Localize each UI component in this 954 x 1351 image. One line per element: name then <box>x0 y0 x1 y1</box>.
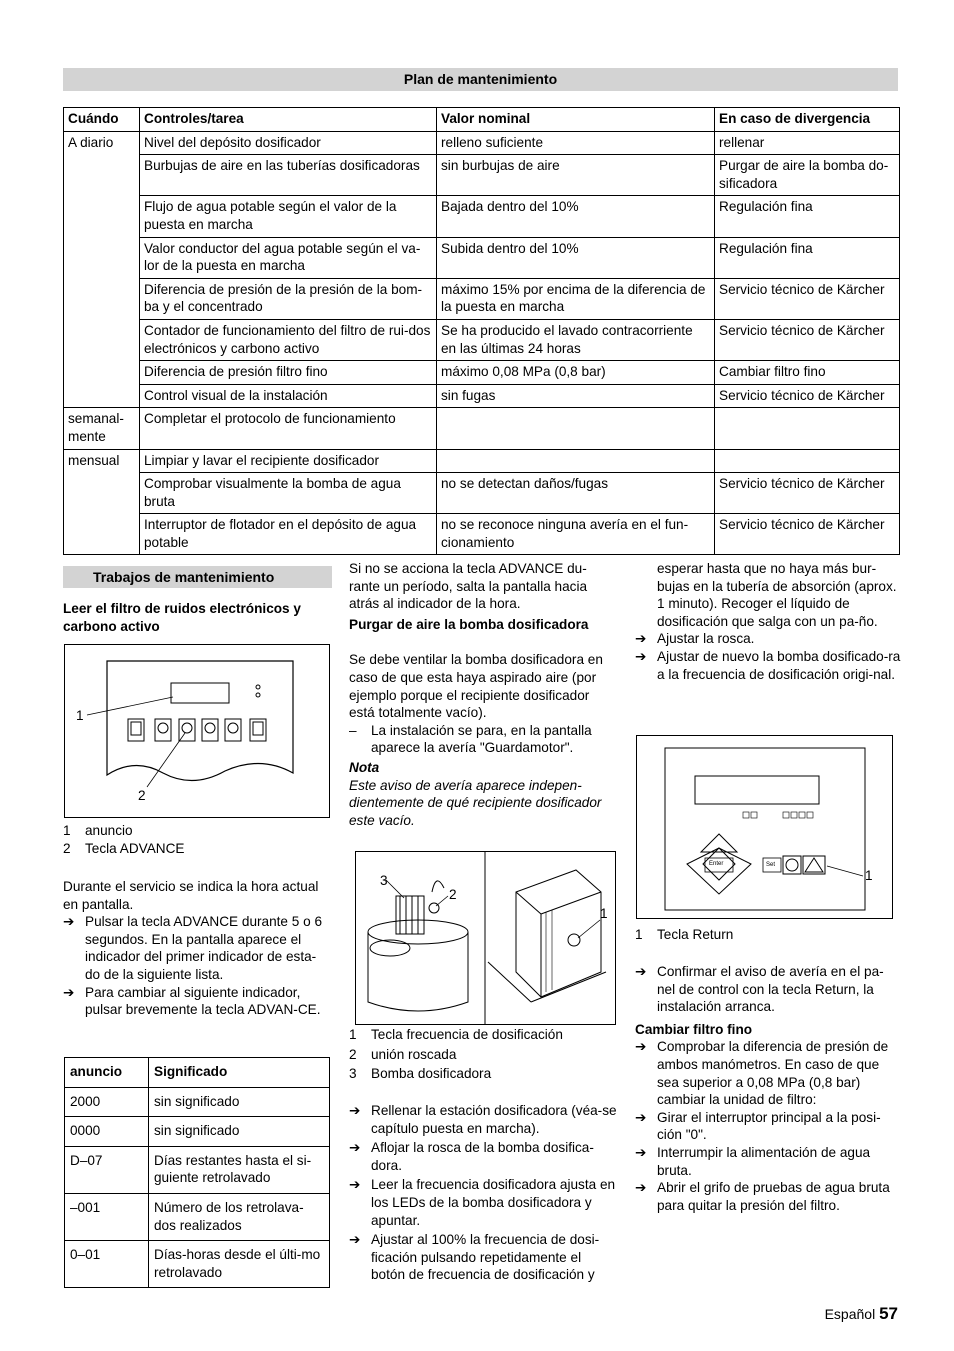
step-item: ➔ Leer la frecuencia dosificadora ajusta en los LEDs de la bomba dosificadora y apuntar. <box>349 1177 616 1228</box>
task-cell: Flujo de agua potable según el valor de la puesta en marcha <box>140 196 437 237</box>
col1-legend <box>63 822 328 857</box>
task-cell: Valor conductor del agua potable según el va-lor de la puesta en marcha <box>140 237 437 278</box>
step-item: ➔ Confirmar el aviso de avería en el pa-nel de control con la tecla Return, la instalación arranca. <box>635 964 884 1015</box>
callout-3: 3 <box>380 873 388 888</box>
task-cell: Interruptor de flotador en el depósito de agua potable <box>140 514 437 555</box>
legend-item: 2 Tecla ADVANCE <box>63 840 185 856</box>
divergence-cell: Servicio técnico de Kärcher <box>715 319 900 360</box>
display-table <box>64 1057 330 1288</box>
callout-2: 2 <box>449 887 457 902</box>
table-row: D–07 Días restantes hasta el si-guiente retrolavado <box>65 1146 330 1193</box>
arrow-right-icon: ➔ <box>635 1144 647 1160</box>
task-cell: Comprobar visualmente la bomba de agua bruta <box>140 473 437 514</box>
legend-item: 1 Tecla Return <box>635 927 734 942</box>
nominal-cell: máximo 0,08 MPa (0,8 bar) <box>437 361 715 385</box>
task-cell: Completar el protocolo de funcionamiento <box>140 408 437 449</box>
table-row <box>64 237 900 278</box>
arrow-right-icon: ➔ <box>349 1232 361 1248</box>
divergence-cell: Regulación fina <box>715 237 900 278</box>
task-cell: Contador de funcionamiento del filtro de rui-dos electrónicos y carbono activo <box>140 319 437 360</box>
divergence-cell: Servicio técnico de Kärcher <box>715 278 900 319</box>
step-item: ➔ Ajustar la rosca. <box>635 631 755 647</box>
continued-text: esperar hasta que no haya más bur-bujas en la tubería de absorción (aprox. 1 minuto). Recoger el líquido de dosificación que salga con un pa-ño. <box>657 561 897 629</box>
task-cell: Burbujas de aire en las tuberías dosificadoras <box>140 155 437 196</box>
section-title: Trabajos de mantenimiento <box>63 566 332 588</box>
divergence-cell: Servicio técnico de Kärcher <box>715 514 900 555</box>
step-item: ➔ Pulsar la tecla ADVANCE durante 5 o 6 segundos. En la pantalla aparece el indicador del primer indicador de esta-do de la siguiente lista. <box>63 914 323 982</box>
header-task: Controles/tarea <box>140 108 437 132</box>
arrow-right-icon: ➔ <box>349 1103 361 1118</box>
arrow-right-icon: ➔ <box>63 984 75 1000</box>
nominal-cell: no se reconoce ninguna avería en el fun-cionamiento <box>437 514 715 555</box>
intro-text: Si no se acciona la tecla ADVANCE du-rante un período, salta la pantalla hacia atrás al indicador de la hora. <box>349 561 588 612</box>
controller-drawing <box>65 645 329 817</box>
divergence-cell: Servicio técnico de Kärcher <box>715 473 900 514</box>
maintenance-plan-table <box>63 107 900 555</box>
header-when: Cuándo <box>64 108 140 132</box>
task-cell: Limpiar y lavar el recipiente dosificador <box>140 449 437 473</box>
step-item: ➔ Aflojar la rosca de la bomba dosifica-dora. <box>349 1140 594 1173</box>
table-row: –001 Número de los retrolava-dos realizados <box>65 1193 330 1240</box>
divergence-cell: rellenar <box>715 131 900 155</box>
nominal-cell: relleno suficiente <box>437 131 715 155</box>
step-item: ➔ Abrir el grifo de pruebas de agua bruta para quitar la presión del filtro. <box>635 1180 890 1213</box>
col2-body-top <box>349 560 617 829</box>
intro-text: Durante el servicio se indica la hora actual en pantalla. <box>63 879 319 912</box>
col3-body-top <box>635 560 901 683</box>
nominal-cell: sin fugas <box>437 384 715 408</box>
footer-language: Español <box>824 1306 876 1322</box>
callout-1: 1 <box>76 708 84 723</box>
legend-item: 1 anuncio <box>63 823 133 838</box>
header-divergence: En caso de divergencia <box>715 108 900 132</box>
page-number: 57 <box>879 1304 898 1323</box>
nominal-cell <box>437 449 715 473</box>
arrow-right-icon: ➔ <box>63 914 75 930</box>
arrow-right-icon: ➔ <box>635 631 647 647</box>
table-row <box>64 155 900 196</box>
arrow-right-icon: ➔ <box>635 1039 647 1055</box>
legend-item: 1 Tecla frecuencia de dosificación <box>349 1027 563 1042</box>
col3-legend <box>635 926 901 944</box>
dosing-pump-drawing <box>356 852 615 1024</box>
enter-key-label: Enter <box>709 861 724 867</box>
task-cell: Nivel del depósito dosificador <box>140 131 437 155</box>
purge-paragraph: Se debe ventilar la bomba dosificadora en caso de que esta haya aspirado aire (por ejemplo porque el recipiente dosificador está totalmente vacío). <box>349 652 603 721</box>
table-row <box>64 131 900 155</box>
col3-body-bottom <box>635 963 901 1214</box>
table-row: 0–01 Días-horas desde el últi-mo retrolavado <box>65 1241 330 1288</box>
nominal-cell: Bajada dentro del 10% <box>437 196 715 237</box>
divergence-cell <box>715 408 900 449</box>
divergence-cell: Cambiar filtro fino <box>715 361 900 385</box>
table-row <box>64 196 900 237</box>
step-item: ➔ Girar el interruptor principal a la posi-ción "0". <box>635 1109 881 1143</box>
col1-body <box>63 878 328 1019</box>
step-item: ➔ Interrumpir la alimentación de agua bruta. <box>635 1144 871 1178</box>
step-item: ➔ Para cambiar al siguiente indicador, pulsar brevemente la tecla ADVAN-CE. <box>63 984 321 1018</box>
page-footer <box>825 1305 898 1324</box>
step-item: ➔ Rellenar la estación dosificadora (véa-se capítulo puesta en marcha). <box>349 1103 617 1136</box>
subtitle-change-filter: Cambiar filtro fino <box>635 1021 753 1037</box>
nominal-cell: máximo 15% por encima de la diferencia de la puesta en marcha <box>437 278 715 319</box>
divergence-cell <box>715 449 900 473</box>
task-cell: Control visual de la instalación <box>140 384 437 408</box>
table-row <box>64 408 900 449</box>
nominal-cell <box>437 408 715 449</box>
dash-item: – La instalación se para, en la pantalla aparece la avería "Guardamotor". <box>349 722 592 756</box>
nominal-cell: Se ha producido el lavado contracorriente en las últimas 24 horas <box>437 319 715 360</box>
nominal-cell: sin burbujas de aire <box>437 155 715 196</box>
table-row <box>64 278 900 319</box>
arrow-right-icon: ➔ <box>635 1180 647 1196</box>
controller-figure <box>64 644 330 818</box>
divergence-cell: Purgar de aire la bomba do-sificadora <box>715 155 900 196</box>
nominal-cell: no se detectan daños/fugas <box>437 473 715 514</box>
arrow-right-icon: ➔ <box>349 1177 361 1193</box>
arrow-right-icon: ➔ <box>635 648 647 664</box>
table-row: 0000 sin significado <box>65 1117 330 1147</box>
step-item: ➔ Ajustar de nuevo la bomba dosificado-ra a la frecuencia de dosificación origi-nal. <box>635 648 901 682</box>
arrow-right-icon: ➔ <box>635 964 647 979</box>
legend-item: 2 unión roscada <box>349 1046 457 1062</box>
divergence-cell: Regulación fina <box>715 196 900 237</box>
maintenance-plan-banner: Plan de mantenimiento <box>63 68 898 91</box>
legend-item: 3 Bomba dosificadora <box>349 1066 492 1082</box>
table-row <box>64 514 900 555</box>
control-panel-figure <box>636 735 893 919</box>
when-cell: mensual <box>64 449 140 555</box>
control-panel-drawing <box>637 736 892 918</box>
note-title: Nota <box>349 759 380 775</box>
table-row <box>64 361 900 385</box>
table-row: 2000 sin significado <box>65 1087 330 1117</box>
task-cell: Diferencia de presión de la presión de la bom-ba y el concentrado <box>140 278 437 319</box>
note-text: Este aviso de avería aparece indepen-dientemente de qué recipiente dosificador este vacío. <box>349 777 602 828</box>
col2-steps <box>349 1102 617 1284</box>
subtitle-read-filter: Leer el filtro de ruidos electrónicos y carbono activo <box>63 601 301 634</box>
task-cell: Diferencia de presión filtro fino <box>140 361 437 385</box>
divergence-cell: Servicio técnico de Kärcher <box>715 384 900 408</box>
table-row <box>64 384 900 408</box>
nominal-cell: Subida dentro del 10% <box>437 237 715 278</box>
dosing-pump-figure <box>355 851 616 1025</box>
table-header-row: anuncio Significado <box>65 1058 330 1088</box>
arrow-right-icon: ➔ <box>635 1109 647 1125</box>
callout-2: 2 <box>138 788 146 803</box>
step-item: ➔ Comprobar la diferencia de presión de ambos manómetros. En caso de que sea superior a 0,08 MPa (0,8 bar) cambiar la unidad de filtro: <box>635 1039 889 1108</box>
when-cell: semanal-mente <box>64 408 140 449</box>
header-nominal: Valor nominal <box>437 108 715 132</box>
callout-1: 1 <box>865 868 873 883</box>
table-header-row <box>64 108 900 132</box>
subtitle-purge: Purgar de aire la bomba dosificadora <box>349 616 589 632</box>
when-cell: A diario <box>64 131 140 408</box>
arrow-right-icon: ➔ <box>349 1140 361 1156</box>
table-row <box>64 319 900 360</box>
set-key-label: Set <box>766 862 776 868</box>
table-row <box>64 449 900 473</box>
table-row <box>64 473 900 514</box>
col2-legend <box>349 1026 617 1083</box>
callout-1: 1 <box>600 906 608 921</box>
step-item: ➔ Ajustar al 100% la frecuencia de dosi-ficación pulsando repetidamente el botón de frecuencia de dosificación y <box>349 1232 600 1283</box>
